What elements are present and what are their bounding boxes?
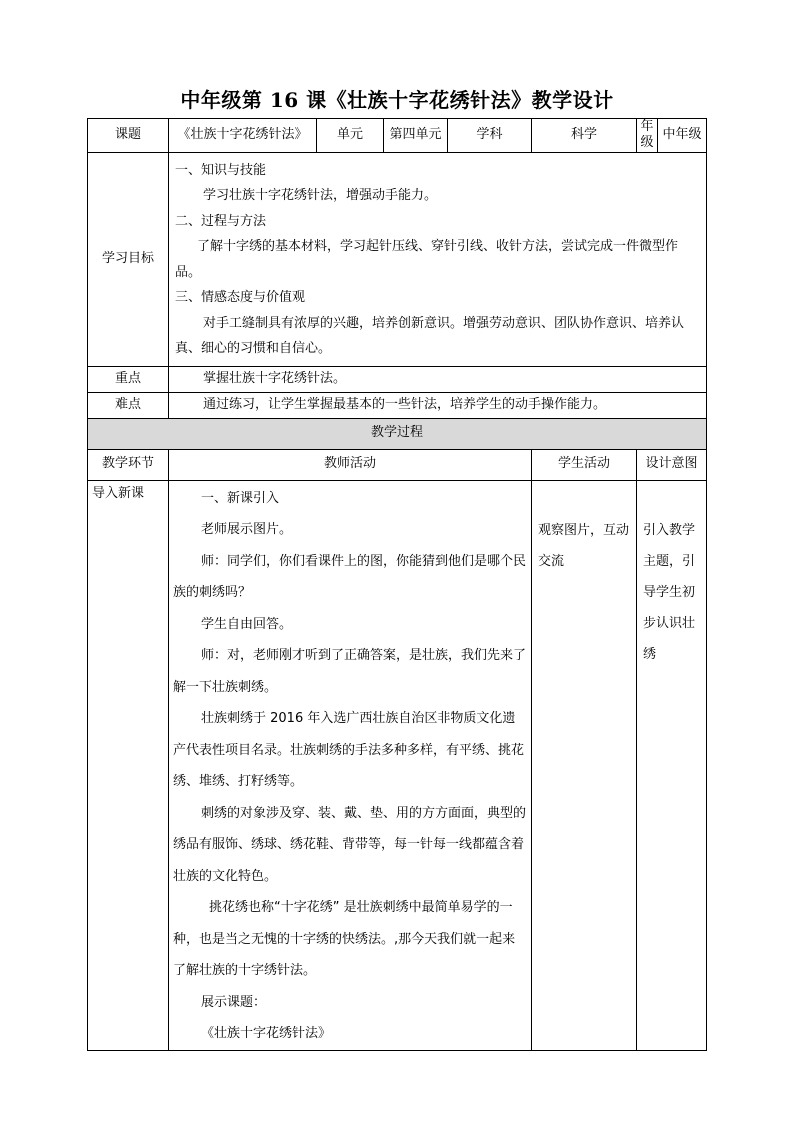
objective-heading-3: 三、情感态度与价值观 — [175, 290, 306, 305]
teacher-line: 展示课题： — [201, 994, 267, 1010]
key-point-label: 重点 — [88, 366, 169, 392]
intro-design-intent — [637, 480, 707, 1050]
objectives-content — [169, 152, 707, 366]
teacher-line: 师：同学们，你们看课件上的图，你能猜到他们是哪个民族的刺绣吗？ — [173, 553, 527, 600]
grade-value: 中年级 — [658, 119, 707, 153]
intro-row — [88, 480, 707, 1050]
teacher-line: 师：对，老师刚才听到了正确答案，是壮族，我们先来了解一下壮族刺绣。 — [173, 648, 527, 695]
difficulty-text: 通过练习，让学生掌握最基本的一些针法，培养学生的动手操作能力。 — [169, 392, 707, 418]
objective-text-3: 对手工缝制具有浓厚的兴趣，培养创新意识。增强劳动意识、团队协作意识、培养认真、细心的习惯和自信心。 — [175, 315, 685, 356]
teacher-line: 老师展示图片。 — [201, 522, 293, 537]
difficulty-row — [88, 392, 707, 418]
intent-text: 引入教学主题，引导学生初步认识壮绣 — [643, 522, 696, 662]
process-heading: 教学过程 — [88, 418, 707, 449]
subject-value: 科学 — [532, 119, 637, 153]
column-intent: 设计意图 — [637, 449, 707, 480]
teacher-line: 《壮族十字花绣针法》 — [201, 1026, 332, 1041]
teacher-line: 壮族刺绣于 2016 年入选广西壮族自治区非物质文化遗产代表性项目名录。壮族刺绣的手法多种多样，有平绣、挑花绣、堆绣、打籽绣等。 — [173, 711, 525, 789]
objective-heading-1: 一、知识与技能 — [175, 162, 267, 178]
teacher-line: 学生自由回答。 — [201, 616, 293, 632]
intro-stage: 导入新课 — [88, 480, 169, 1050]
header-row — [88, 119, 707, 153]
difficulty-label: 难点 — [88, 392, 169, 418]
intro-student-activity — [532, 480, 637, 1050]
objective-text-1: 学习壮族十字花绣针法，增强动手能力。 — [203, 188, 438, 203]
unit-label: 单元 — [317, 119, 384, 153]
objectives-label: 学习目标 — [88, 152, 169, 366]
grade-label: 年级 — [637, 119, 658, 153]
process-heading-row — [88, 418, 707, 449]
key-point-row — [88, 366, 707, 392]
page-title: 中年级第 16 课《壮族十字花绣针法》教学设计 — [180, 88, 614, 112]
column-stage: 教学环节 — [88, 449, 169, 480]
key-point-text: 掌握壮族十字花绣针法。 — [169, 366, 707, 392]
topic-label: 课题 — [88, 119, 169, 153]
intro-teacher-activity — [169, 480, 532, 1050]
column-teacher: 教师活动 — [169, 449, 532, 480]
objective-text-2: 了解十字绣的基本材料，学习起针压线、穿针引线、收针方法，尝试完成一件微型作品。 — [175, 239, 679, 280]
lesson-plan-table — [87, 118, 707, 1051]
teacher-line: 一、新课引入 — [201, 490, 280, 506]
objective-heading-2: 二、过程与方法 — [175, 213, 267, 229]
unit-value: 第四单元 — [384, 119, 448, 153]
teacher-line: 挑花绣也称“十字花绣” 是壮族刺绣中最简单易学的一种，也是当之无愧的十字绣的快绣法。,那今天我们就一起来了解壮族的十字绣针法。 — [173, 900, 516, 978]
teacher-line: 刺绣的对象涉及穿、装、戴、垫、用的方方面面，典型的绣品有服饰、绣球、绣花鞋、背带等，每一针每一线都蕴含着壮族的文化特色。 — [173, 805, 527, 884]
student-text: 观察图片，互动交流 — [538, 522, 630, 569]
subject-label: 学科 — [448, 119, 532, 153]
topic-value: 《壮族十字花绣针法》 — [169, 119, 317, 153]
column-header-row — [88, 449, 707, 480]
column-student: 学生活动 — [532, 449, 637, 480]
objectives-row — [88, 152, 707, 366]
